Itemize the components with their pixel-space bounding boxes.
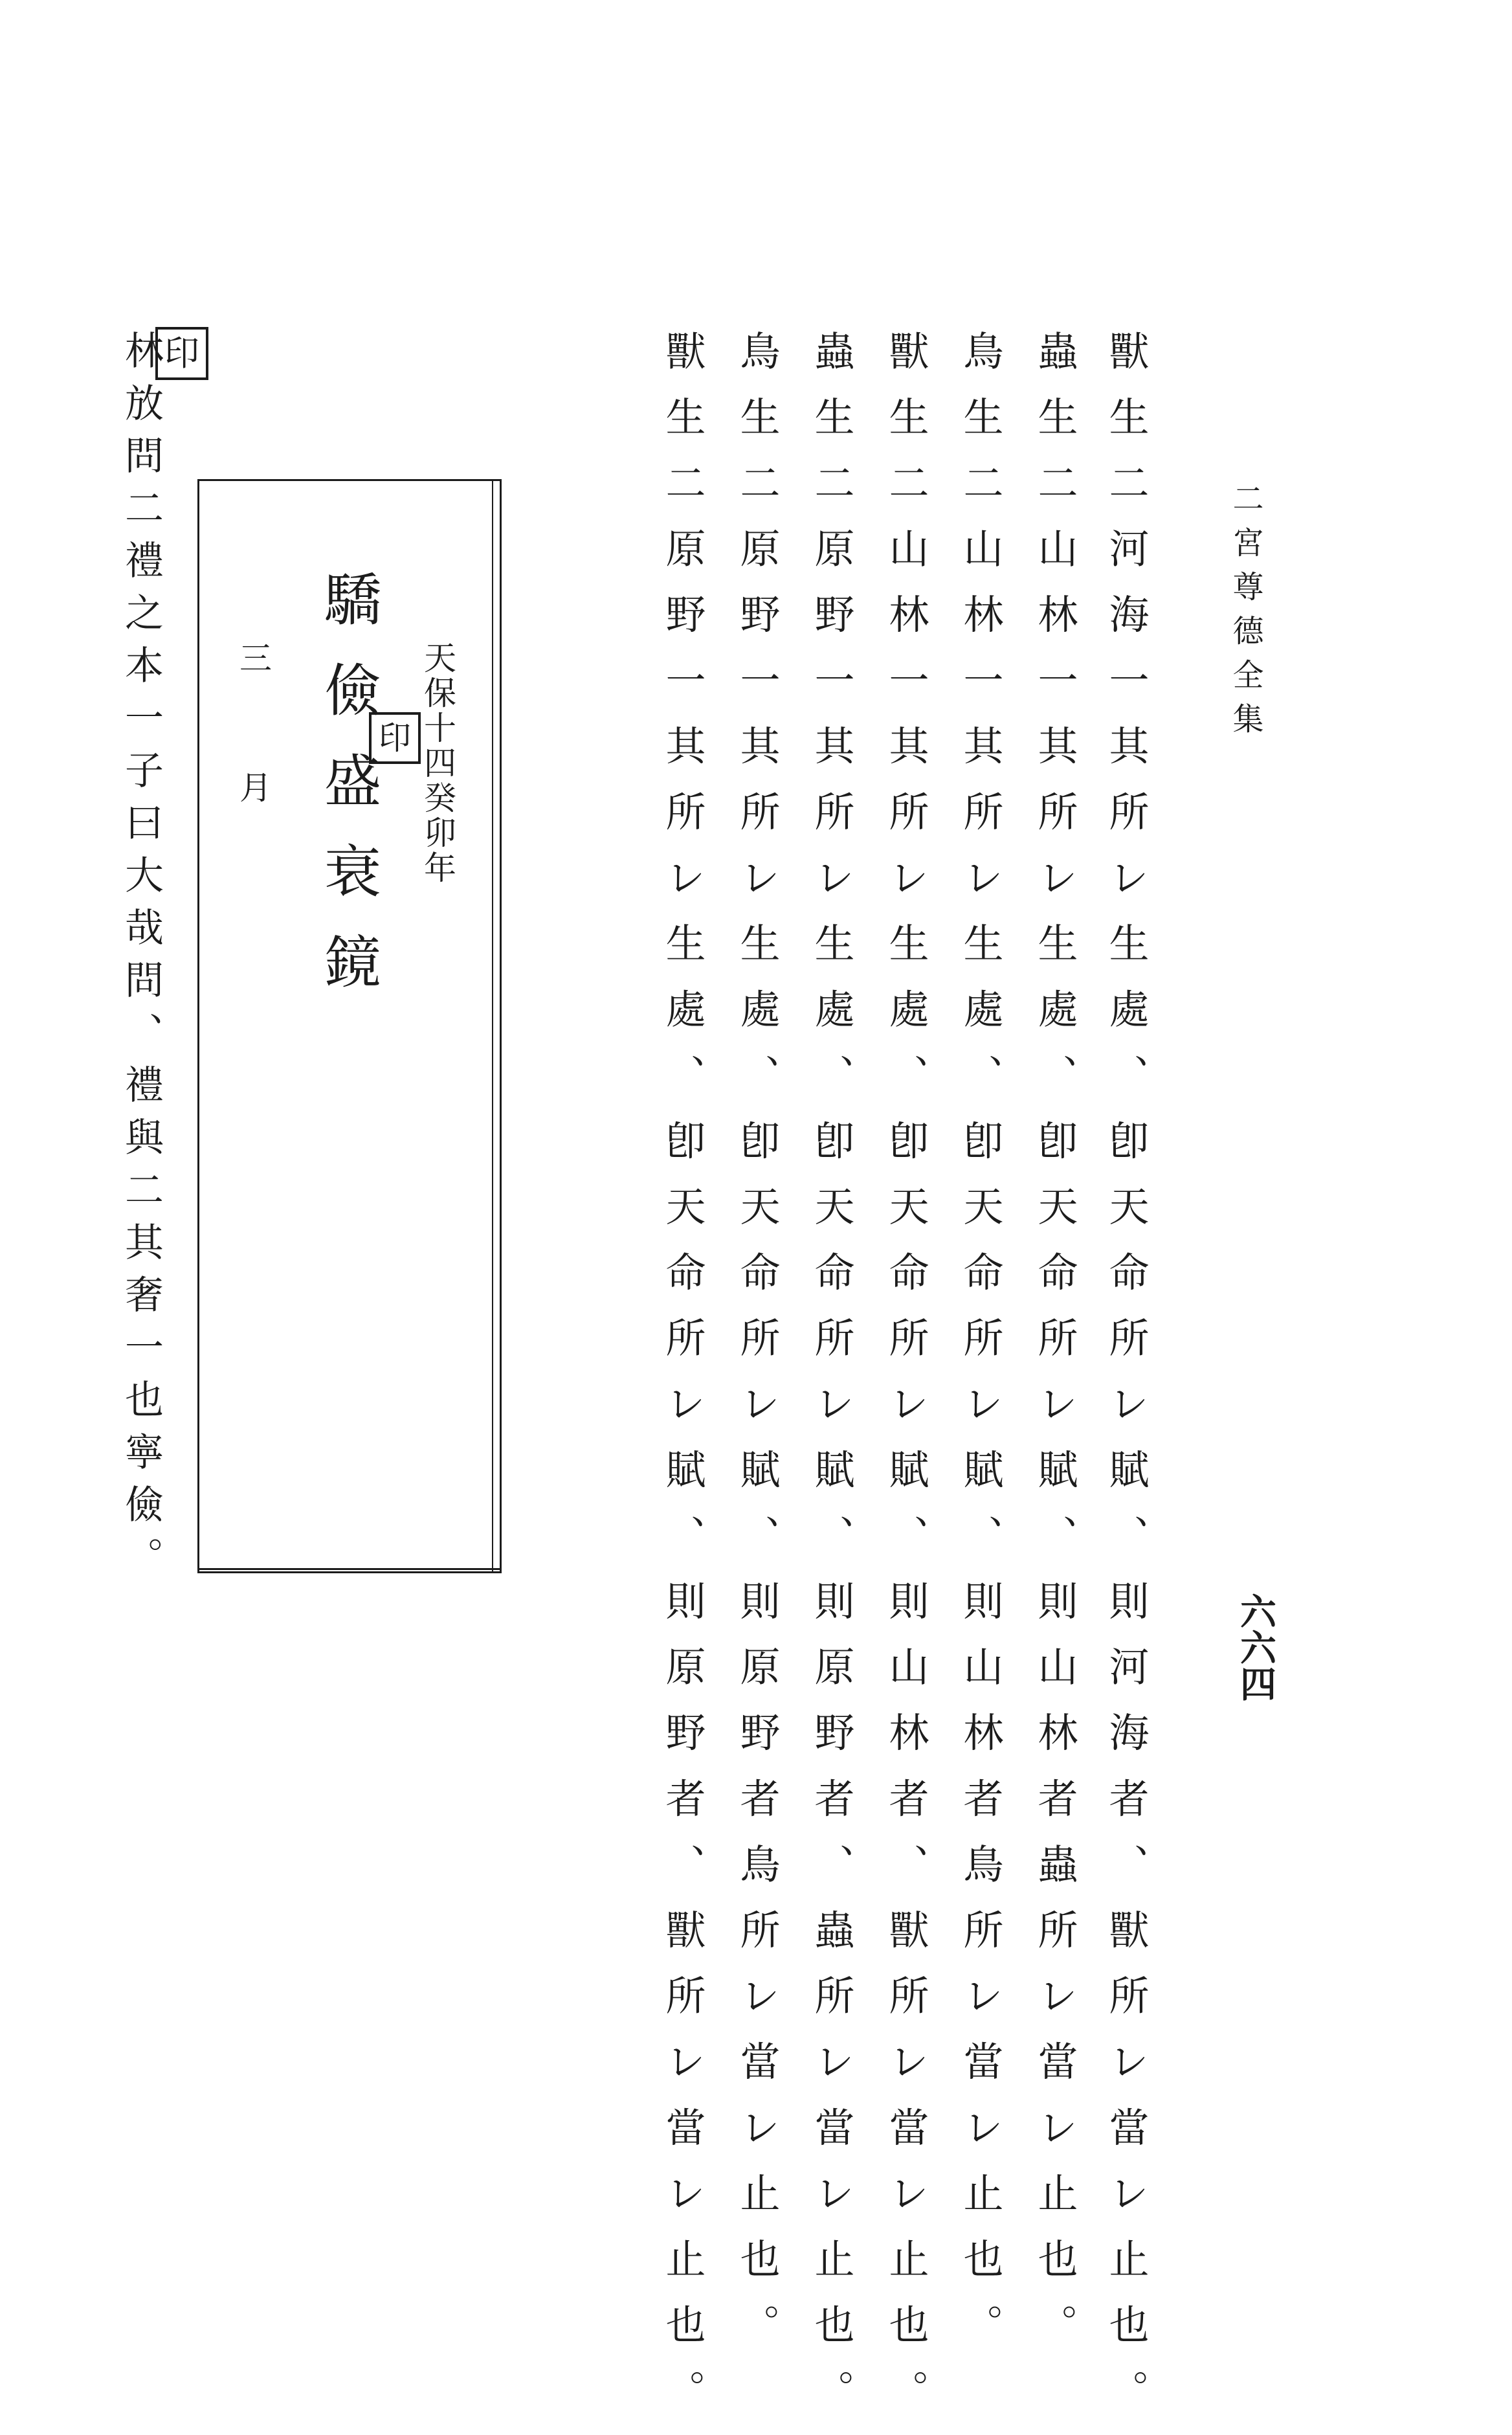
text-line: 獸生二山林一其所レ生處、卽天命所レ賦、則山林者、獸所レ當レ止也。: [882, 330, 929, 2435]
text-line: 蟲生二山林一其所レ生處、卽天命所レ賦、則山林者蟲所レ當レ止也。: [1031, 330, 1078, 2370]
quotation-column: 林放問二禮之本一子曰大哉問、禮與二其奢一也寧儉。: [118, 330, 164, 1589]
text-line: 蟲生二原野一其所レ生處、卽天命所レ賦、則原野者、蟲所レ當レ止也。: [808, 330, 855, 2435]
page-number: 六六四: [1234, 1593, 1277, 1701]
text-line: 獸生二河海一其所レ生處、卽天命所レ賦、則河海者、獸所レ當レ止也。: [1102, 330, 1150, 2435]
title-frame-inner-rule: [492, 479, 497, 1573]
running-title: 二宮尊德全集: [1227, 482, 1263, 746]
era-date: 天保十四癸卯年: [419, 641, 456, 886]
book-title: 驕儉盛衰鏡: [315, 570, 382, 1023]
seal-stamp: 印: [369, 712, 421, 764]
month-label: 三 月: [234, 641, 272, 835]
seal-stamp-left: 印: [155, 327, 208, 380]
text-line: 鳥生二原野一其所レ生處、卽天命所レ賦、則原野者鳥所レ當レ止也。: [733, 330, 781, 2370]
title-frame-bottom-rule: [197, 1568, 502, 1576]
text-line: 鳥生二山林一其所レ生處、卽天命所レ賦、則山林者鳥所レ當レ止也。: [957, 330, 1004, 2370]
text-line: 獸生二原野一其所レ生處、卽天命所レ賦、則原野者、獸所レ當レ止也。: [659, 330, 706, 2435]
